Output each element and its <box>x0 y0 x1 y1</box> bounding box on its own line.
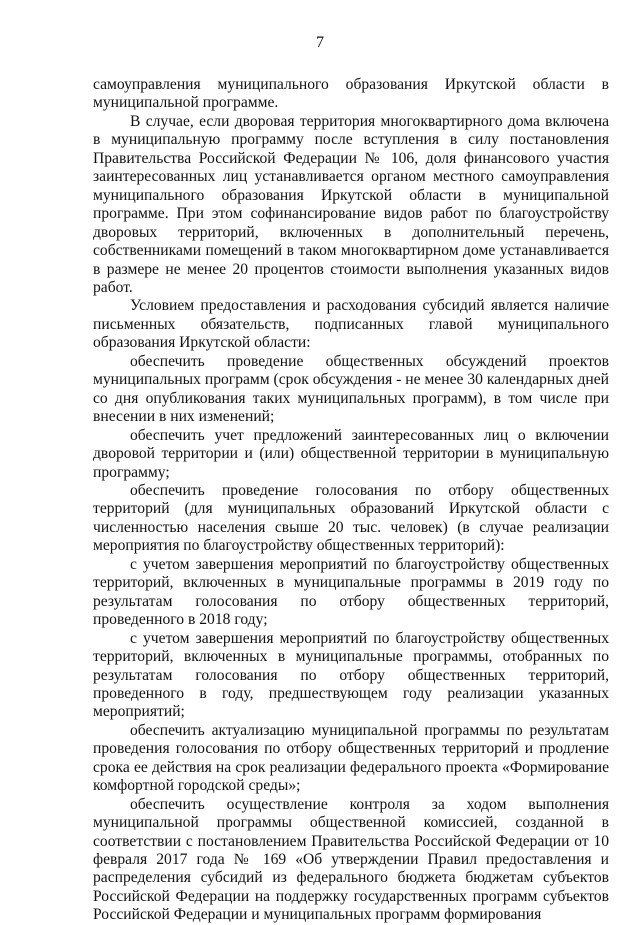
paragraph: Условием предоставления и расходования субсидий является наличие письменных обязательств, подписанных главой муниципального образования Иркутской области: <box>93 297 609 352</box>
paragraph: самоуправления муниципального образования Иркутской области в муниципальной программе. <box>93 76 609 112</box>
document-body <box>93 76 609 925</box>
paragraph: обеспечить актуализацию муниципальной программы по результатам проведения голосования по отбору общественных территорий и продление срока ее действия на срок реализации федерального проекта «Формирование комфортной городской среды»; <box>93 721 609 795</box>
paragraph: обеспечить осуществление контроля за ходом выполнения муниципальной программы общественной комиссией, созданной в соответствии с постановлением Правительства Российской Федерации от 10 февраля 2017 года № 169 «Об утверждении Правил предоставления и распределения субсидий из федерального бюджета бюджетам субъектов Российской Федерации на поддержку государственных программ субъектов Российской Федерации и муниципальных программ формирования <box>93 795 609 924</box>
paragraph: обеспечить проведение общественных обсуждений проектов муниципальных программ (срок обсуждения - не менее 30 календарных дней со дня опубликования таких муниципальных программ), в том числе при внесении в них изменений; <box>93 352 609 426</box>
paragraph: обеспечить учет предложений заинтересованных лиц о включении дворовой территории и (или) общественной территории в муниципальную программу; <box>93 426 609 481</box>
paragraph: с учетом завершения мероприятий по благоустройству общественных территорий, включенных в муниципальные программы в 2019 году по результатам голосования по отбору общественных территорий, проведенного в 2018 году; <box>93 555 609 629</box>
paragraph: В случае, если дворовая территория многоквартирного дома включена в муниципальную программу после вступления в силу постановления Правительства Российской Федерации № 106, доля финансового участия заинтересованных лиц устанавливается органом местного самоуправления муниципального образования Иркутской области в муниципальной программе. При этом софинансирование видов работ по благоустройству дворовых территорий, включенных в дополнительный перечень, собственниками помещений в таком многоквартирном доме устанавливается в размере не менее 20 процентов стоимости выполнения указанных видов работ. <box>93 112 609 296</box>
paragraph: обеспечить проведение голосования по отбору общественных территорий (для муниципальных образований Иркутской области с численностью населения свыше 20 тыс. человек) (в случае реализации мероприятия по благоустройству общественных территорий): <box>93 481 609 555</box>
page-number: 7 <box>316 34 324 51</box>
paragraph: с учетом завершения мероприятий по благоустройству общественных территорий, включенных в муниципальные программы, отобранных по результатам голосования по отбору общественных территорий, проведенного в году, предшествующем году реализации указанных мероприятий; <box>93 629 609 721</box>
